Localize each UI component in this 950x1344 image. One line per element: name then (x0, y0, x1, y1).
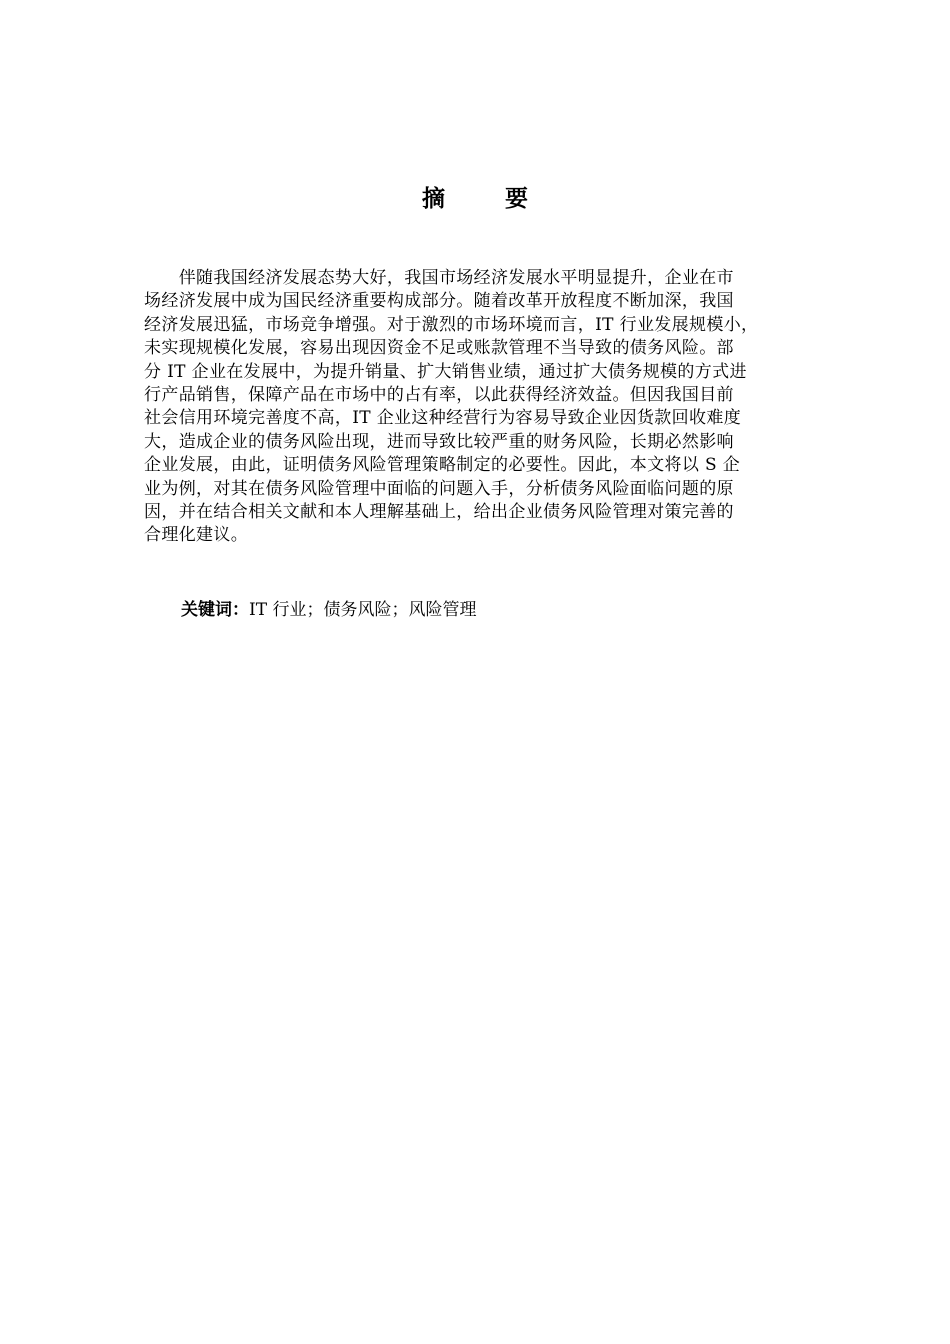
abstract-body (144, 267, 824, 548)
abstract-line-12: 合理化建议。 (144, 525, 249, 546)
keywords-line (181, 598, 476, 622)
abstract-line-10: 业为例，对其在债务风险管理中面临的问题入手，分析债务风险面临问题的原 (144, 478, 734, 499)
abstract-line-2: 场经济发展中成为国民经济重要构成部分。随着改革开放程度不断加深，我国 (144, 291, 734, 312)
abstract-title: 摘 要 (421, 186, 554, 212)
abstract-line-11: 因，并在结合相关文献和本人理解基础上，给出企业债务风险管理对策完善的 (144, 501, 734, 522)
abstract-line-8: 大，造成企业的债务风险出现，进而导致比较严重的财务风险，长期必然影响 (144, 431, 734, 452)
keywords-label: 关键词： (181, 600, 249, 620)
abstract-line-5: 分 IT 企业在发展中，为提升销量、扩大销售业绩，通过扩大债务规模的方式进 (144, 361, 747, 382)
abstract-line-6: 行产品销售，保障产品在市场中的占有率，以此获得经济效益。但因我国目前 (144, 384, 734, 405)
abstract-line-9: 企业发展，由此，证明债务风险管理策略制定的必要性。因此，本文将以 S 企 (144, 455, 741, 476)
keywords-text: IT 行业；债务风险；风险管理 (249, 600, 477, 620)
abstract-line-1: 伴随我国经济发展态势大好，我国市场经济发展水平明显提升，企业在市 (144, 268, 734, 288)
abstract-line-7: 社会信用环境完善度不高，IT 企业这种经营行为容易导致企业因货款回收难度 (144, 408, 742, 429)
abstract-line-4: 未实现规模化发展，容易出现因资金不足或账款管理不当导致的债务风险。部 (144, 338, 734, 359)
abstract-line-3: 经济发展迅猛，市场竞争增强。对于激烈的市场环境而言，IT 行业发展规模小， (144, 314, 759, 335)
